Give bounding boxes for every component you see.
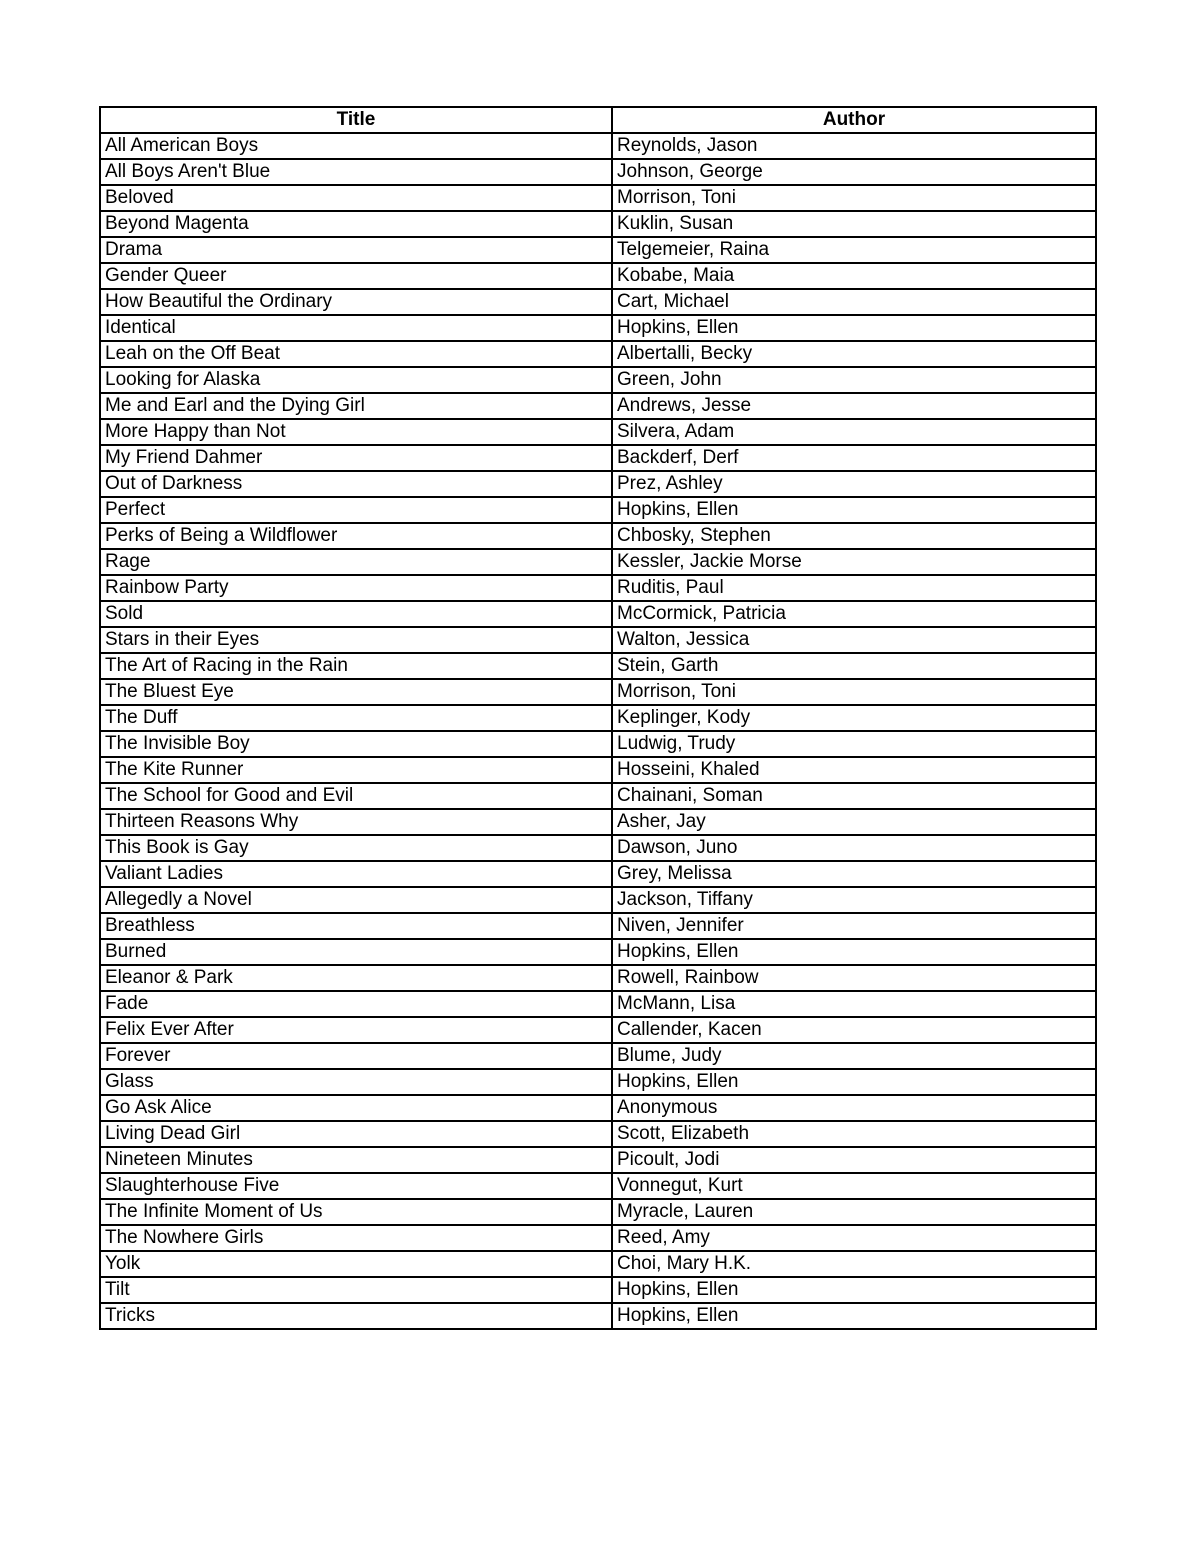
cell-author: Jackson, Tiffany [612,887,1096,913]
table-row [100,263,1096,289]
table-row [100,1173,1096,1199]
table-row [100,861,1096,887]
table-row [100,991,1096,1017]
table-row [100,185,1096,211]
table-row [100,289,1096,315]
table-row [100,367,1096,393]
table-row [100,1199,1096,1225]
cell-title: The Art of Racing in the Rain [100,653,612,679]
cell-title: Drama [100,237,612,263]
cell-author: Ludwig, Trudy [612,731,1096,757]
cell-title: Nineteen Minutes [100,1147,612,1173]
cell-author: Kobabe, Maia [612,263,1096,289]
cell-title: Burned [100,939,612,965]
table-row [100,783,1096,809]
table-row [100,1017,1096,1043]
cell-title: Tilt [100,1277,612,1303]
cell-title: Living Dead Girl [100,1121,612,1147]
cell-title: Leah on the Off Beat [100,341,612,367]
cell-title: All Boys Aren't Blue [100,159,612,185]
cell-title: Beloved [100,185,612,211]
cell-author: Morrison, Toni [612,185,1096,211]
table-row [100,913,1096,939]
table-row [100,939,1096,965]
cell-title: How Beautiful the Ordinary [100,289,612,315]
cell-author: Hopkins, Ellen [612,1069,1096,1095]
cell-title: Glass [100,1069,612,1095]
table-row [100,471,1096,497]
table-body [100,133,1096,1329]
cell-author: Chainani, Soman [612,783,1096,809]
table-row [100,1225,1096,1251]
table-row [100,549,1096,575]
cell-author: Niven, Jennifer [612,913,1096,939]
cell-author: Hopkins, Ellen [612,939,1096,965]
cell-title: More Happy than Not [100,419,612,445]
cell-author: Reed, Amy [612,1225,1096,1251]
cell-author: Prez, Ashley [612,471,1096,497]
cell-author: Hopkins, Ellen [612,1303,1096,1329]
cell-title: All American Boys [100,133,612,159]
table-row [100,757,1096,783]
cell-author: Morrison, Toni [612,679,1096,705]
table-row [100,601,1096,627]
table-row [100,1069,1096,1095]
table-row [100,1147,1096,1173]
table-row [100,1303,1096,1329]
cell-author: Green, John [612,367,1096,393]
cell-title: Allegedly a Novel [100,887,612,913]
table-row [100,627,1096,653]
column-header-title: Title [100,107,612,133]
cell-author: Hopkins, Ellen [612,315,1096,341]
cell-title: Breathless [100,913,612,939]
table-row [100,575,1096,601]
cell-title: Forever [100,1043,612,1069]
cell-author: Hosseini, Khaled [612,757,1096,783]
column-header-author: Author [612,107,1096,133]
cell-author: Hopkins, Ellen [612,497,1096,523]
cell-author: Walton, Jessica [612,627,1096,653]
cell-author: Hopkins, Ellen [612,1277,1096,1303]
table-row [100,133,1096,159]
cell-author: Asher, Jay [612,809,1096,835]
cell-author: Anonymous [612,1095,1096,1121]
cell-title: Sold [100,601,612,627]
cell-title: My Friend Dahmer [100,445,612,471]
cell-title: Identical [100,315,612,341]
table-row [100,1095,1096,1121]
cell-title: Gender Queer [100,263,612,289]
cell-author: Johnson, George [612,159,1096,185]
cell-author: McCormick, Patricia [612,601,1096,627]
cell-title: Out of Darkness [100,471,612,497]
cell-title: The Duff [100,705,612,731]
cell-title: Felix Ever After [100,1017,612,1043]
table-row [100,341,1096,367]
cell-author: Keplinger, Kody [612,705,1096,731]
table-row [100,887,1096,913]
cell-author: Dawson, Juno [612,835,1096,861]
cell-title: The Kite Runner [100,757,612,783]
cell-author: Albertalli, Becky [612,341,1096,367]
book-list-sheet [99,106,1095,1330]
table-row [100,1277,1096,1303]
cell-author: McMann, Lisa [612,991,1096,1017]
cell-author: Scott, Elizabeth [612,1121,1096,1147]
cell-title: Perfect [100,497,612,523]
table-row [100,497,1096,523]
cell-author: Reynolds, Jason [612,133,1096,159]
cell-title: Beyond Magenta [100,211,612,237]
cell-title: The School for Good and Evil [100,783,612,809]
cell-title: Looking for Alaska [100,367,612,393]
table-row [100,1251,1096,1277]
cell-title: Stars in their Eyes [100,627,612,653]
cell-title: Thirteen Reasons Why [100,809,612,835]
table-header-row [100,107,1096,133]
cell-author: Ruditis, Paul [612,575,1096,601]
table-row [100,523,1096,549]
table-row [100,835,1096,861]
cell-author: Chbosky, Stephen [612,523,1096,549]
table-row [100,809,1096,835]
cell-author: Blume, Judy [612,1043,1096,1069]
cell-title: Fade [100,991,612,1017]
cell-author: Vonnegut, Kurt [612,1173,1096,1199]
cell-author: Silvera, Adam [612,419,1096,445]
cell-author: Callender, Kacen [612,1017,1096,1043]
table-row [100,731,1096,757]
table-row [100,419,1096,445]
cell-title: Me and Earl and the Dying Girl [100,393,612,419]
cell-author: Backderf, Derf [612,445,1096,471]
cell-title: Go Ask Alice [100,1095,612,1121]
cell-title: Tricks [100,1303,612,1329]
cell-author: Stein, Garth [612,653,1096,679]
table-row [100,965,1096,991]
table-row [100,1121,1096,1147]
cell-title: Rainbow Party [100,575,612,601]
cell-title: The Nowhere Girls [100,1225,612,1251]
cell-title: The Infinite Moment of Us [100,1199,612,1225]
table-row [100,315,1096,341]
table-row [100,445,1096,471]
cell-author: Kessler, Jackie Morse [612,549,1096,575]
table-row [100,1043,1096,1069]
table-row [100,393,1096,419]
cell-title: Rage [100,549,612,575]
book-table [99,106,1097,1330]
cell-title: The Bluest Eye [100,679,612,705]
cell-author: Picoult, Jodi [612,1147,1096,1173]
cell-author: Kuklin, Susan [612,211,1096,237]
cell-author: Rowell, Rainbow [612,965,1096,991]
cell-title: Eleanor & Park [100,965,612,991]
cell-title: Slaughterhouse Five [100,1173,612,1199]
cell-author: Cart, Michael [612,289,1096,315]
table-row [100,237,1096,263]
cell-author: Telgemeier, Raina [612,237,1096,263]
cell-title: The Invisible Boy [100,731,612,757]
table-row [100,159,1096,185]
table-row [100,653,1096,679]
cell-author: Myracle, Lauren [612,1199,1096,1225]
table-row [100,705,1096,731]
cell-author: Grey, Melissa [612,861,1096,887]
cell-title: Valiant Ladies [100,861,612,887]
cell-title: This Book is Gay [100,835,612,861]
cell-author: Andrews, Jesse [612,393,1096,419]
table-row [100,211,1096,237]
cell-title: Yolk [100,1251,612,1277]
table-row [100,679,1096,705]
cell-title: Perks of Being a Wildflower [100,523,612,549]
cell-author: Choi, Mary H.K. [612,1251,1096,1277]
